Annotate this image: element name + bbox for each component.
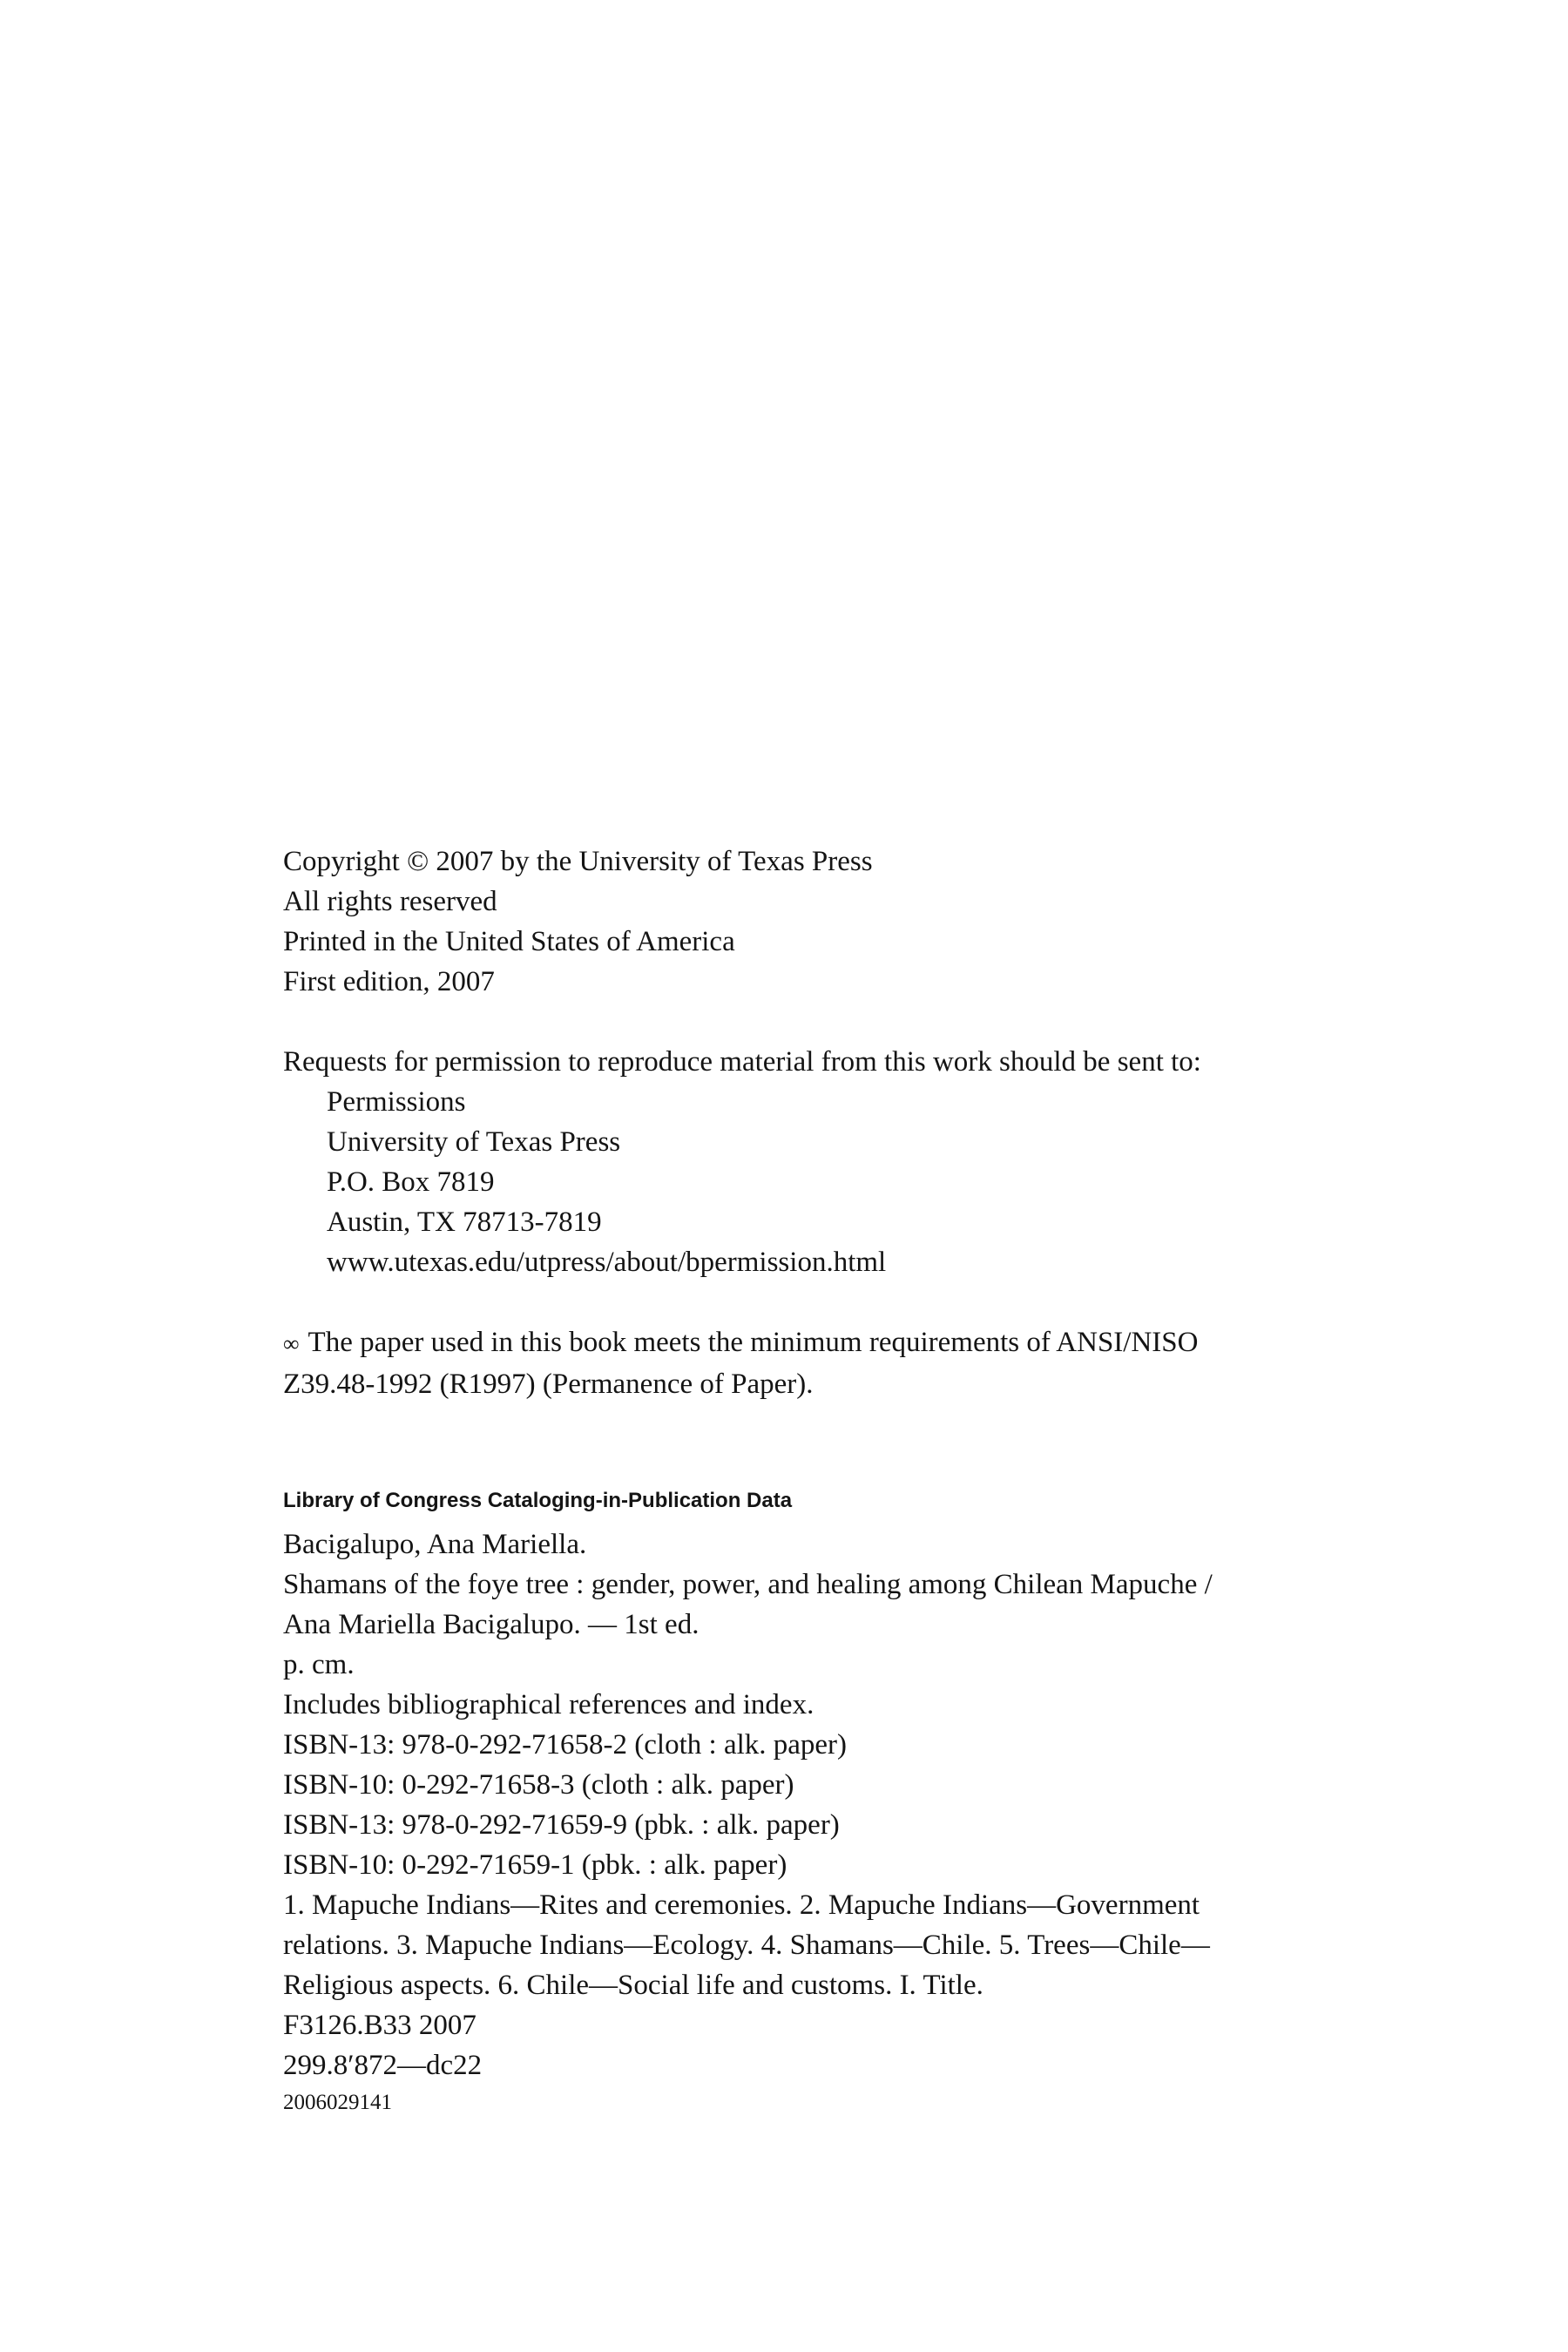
permissions-intro: Requests for permission to reproduce material from this work should be sent to: xyxy=(283,1046,1201,1078)
paper-notice-block xyxy=(283,1322,1328,1404)
cip-isbn: ISBN-10: 0-292-71658-3 (cloth : alk. paper) xyxy=(283,1769,794,1801)
cip-subject-line: 1. Mapuche Indians—Rites and ceremonies. 2. Mapuche Indians—Government xyxy=(283,1889,1200,1921)
cip-title-line: Shamans of the foye tree : gender, power, and healing among Chilean Mapuche / xyxy=(283,1569,1213,1600)
paper-notice-line xyxy=(283,1322,1328,1364)
infinity-icon: ∞ xyxy=(283,1331,300,1356)
cip-lc-class: F3126.B33 2007 xyxy=(283,2010,476,2041)
cip-data-block xyxy=(283,1486,1328,2120)
cip-subject-line: relations. 3. Mapuche Indians—Ecology. 4. Shamans—Chile. 5. Trees—Chile— xyxy=(283,1930,1210,1961)
paper-notice-line: Z39.48-1992 (R1997) (Permanence of Paper). xyxy=(283,1369,814,1400)
cip-isbn: ISBN-10: 0-292-71659-1 (pbk. : alk. paper) xyxy=(283,1849,787,1881)
permissions-url[interactable]: www.utexas.edu/utpress/about/bpermission.html xyxy=(327,1247,887,1278)
cip-physical: p. cm. xyxy=(283,1649,355,1680)
cip-isbn: ISBN-13: 978-0-292-71658-2 (cloth : alk. paper) xyxy=(283,1729,848,1761)
permissions-address-line: P.O. Box 7819 xyxy=(327,1166,495,1198)
paper-notice-text: The paper used in this book meets the minimum requirements of ANSI/NISO xyxy=(308,1327,1199,1358)
cip-author: Bacigalupo, Ana Mariella. xyxy=(283,1529,587,1560)
cip-notes: Includes bibliographical references and index. xyxy=(283,1689,814,1720)
cip-subject-line: Religious aspects. 6. Chile—Social life and customs. I. Title. xyxy=(283,1970,983,2001)
edition-line: First edition, 2007 xyxy=(283,966,495,997)
copyright-block xyxy=(283,841,1328,1002)
printed-line: Printed in the United States of America xyxy=(283,926,735,957)
cip-dewey: 299.8′872—dc22 xyxy=(283,2050,483,2081)
permissions-block xyxy=(283,1042,1328,1282)
cip-lccn: 2006029141 xyxy=(283,2091,392,2114)
cip-heading: Library of Congress Cataloging-in-Publication Data xyxy=(283,1489,793,1512)
permissions-address-line: University of Texas Press xyxy=(327,1126,621,1158)
cip-isbn: ISBN-13: 978-0-292-71659-9 (pbk. : alk. paper) xyxy=(283,1809,840,1841)
permissions-address-line: Austin, TX 78713-7819 xyxy=(327,1206,602,1238)
rights-line: All rights reserved xyxy=(283,886,497,917)
copyright-line: Copyright © 2007 by the University of Texas Press xyxy=(283,846,873,877)
cip-title-line: Ana Mariella Bacigalupo. — 1st ed. xyxy=(283,1609,700,1640)
permissions-address-line: Permissions xyxy=(327,1086,466,1118)
